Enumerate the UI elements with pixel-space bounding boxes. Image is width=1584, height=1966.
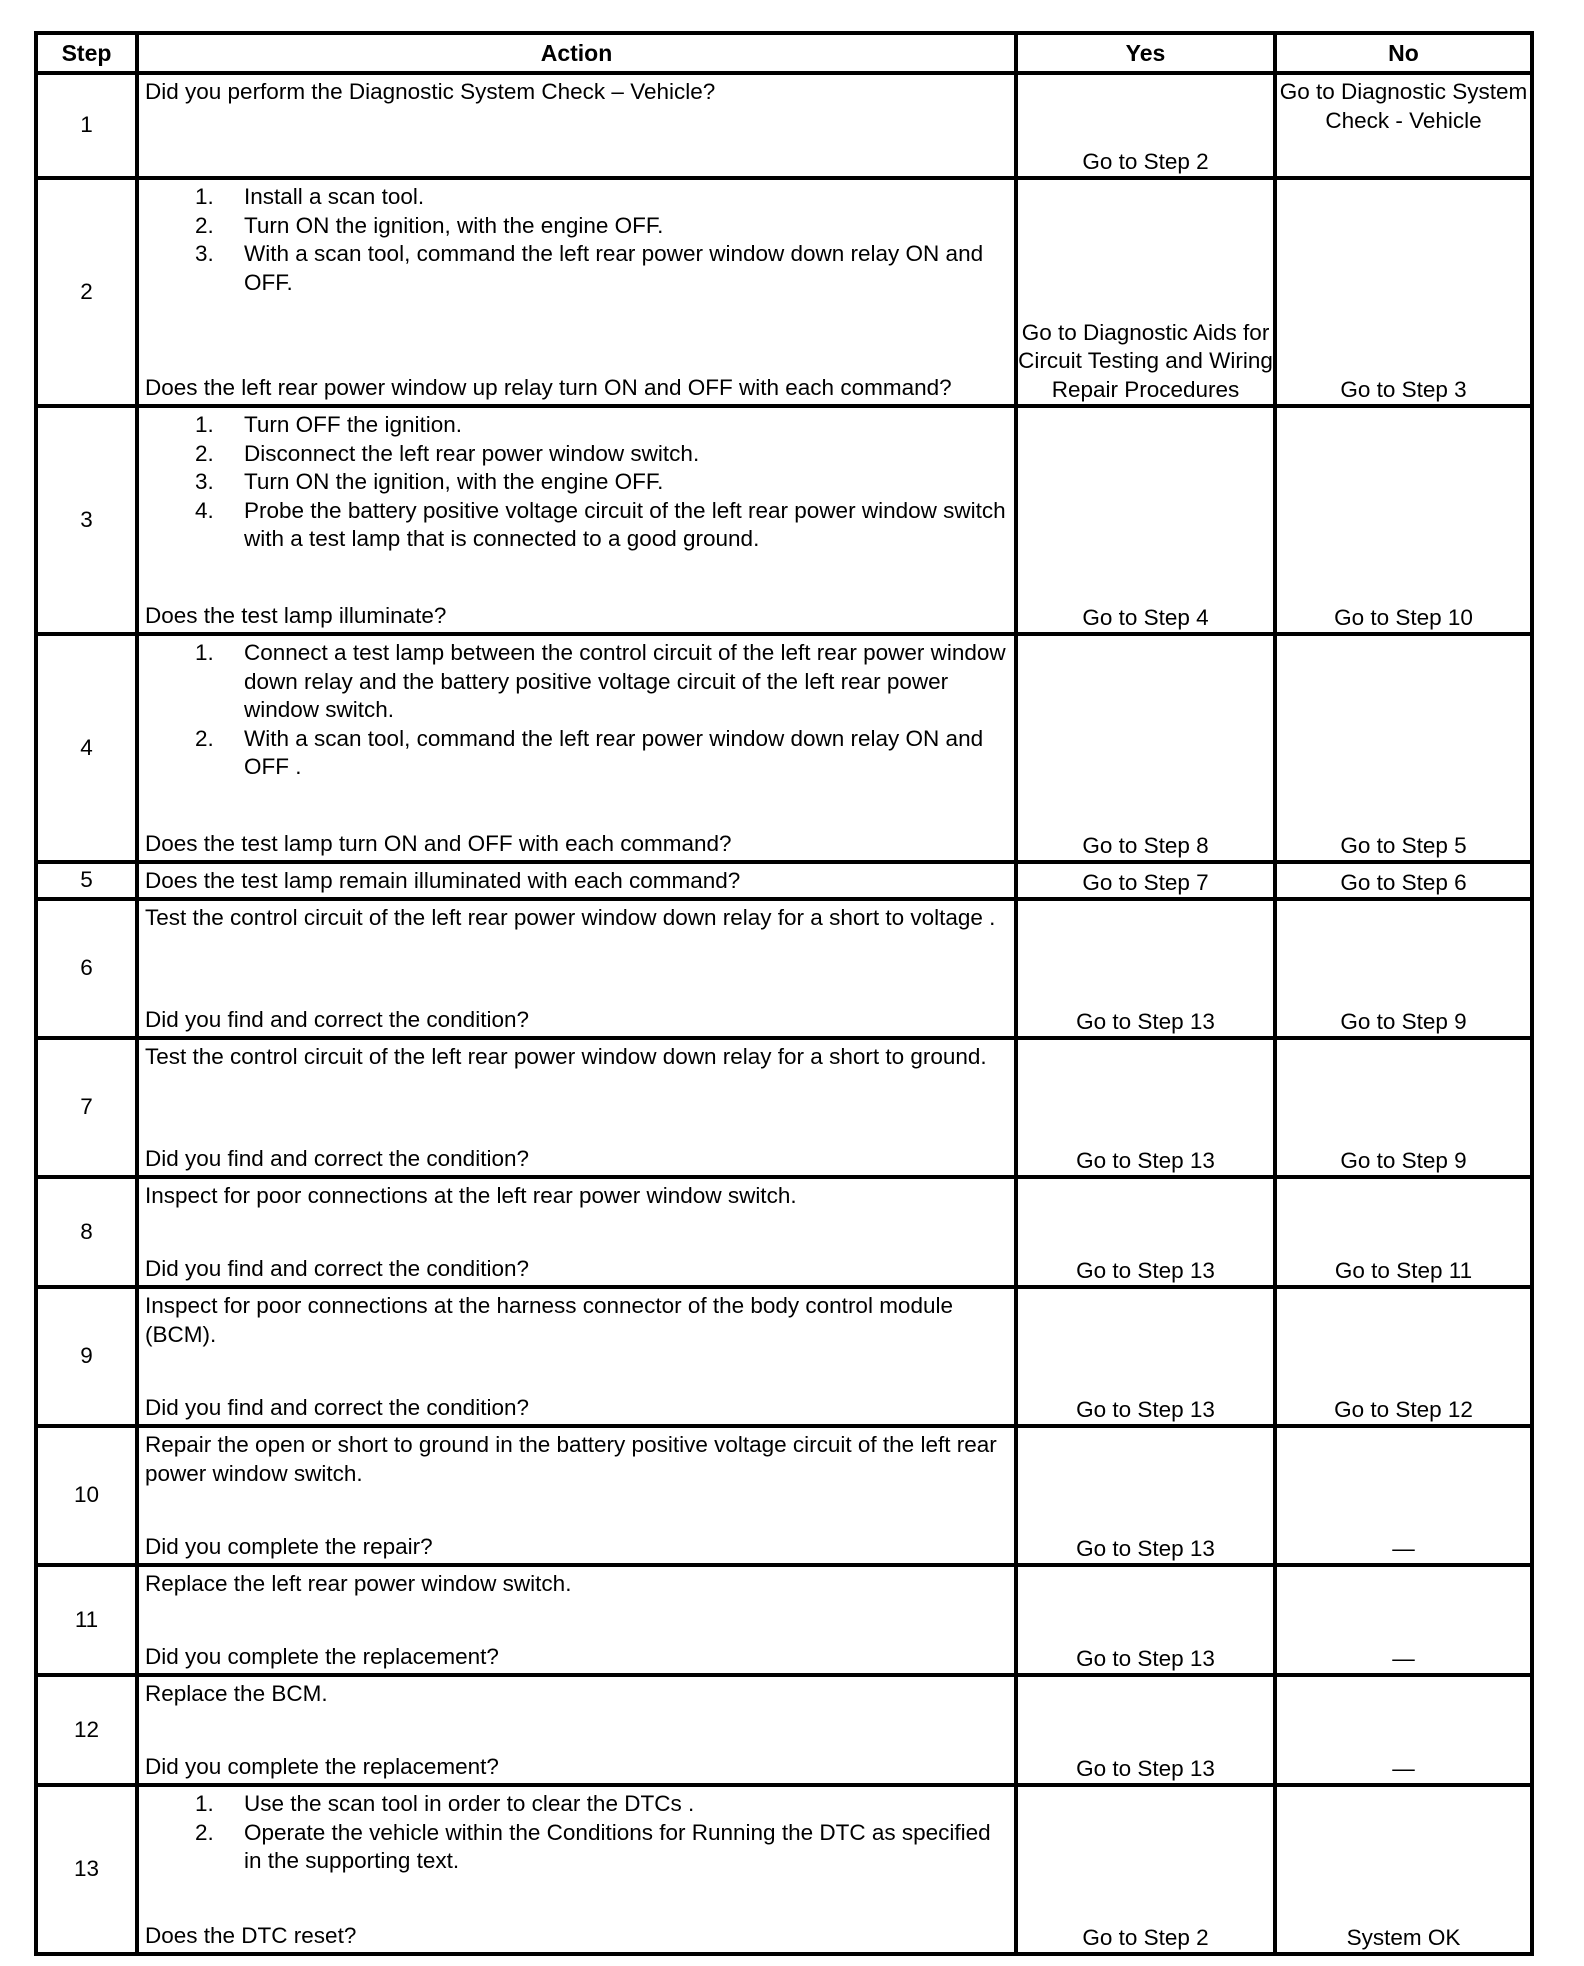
action-list	[145, 183, 1008, 297]
action-cell	[137, 406, 1016, 634]
step-number: 3	[36, 406, 137, 634]
table-row	[36, 1785, 1532, 1954]
action-text: Replace the BCM.	[145, 1681, 328, 1706]
list-item: 1. Turn OFF the ignition.	[195, 412, 463, 437]
no-cell: Go to Step 3	[1275, 178, 1532, 406]
action-question: Does the DTC reset?	[145, 1922, 357, 1948]
action-cell	[137, 1287, 1016, 1426]
step-number: 8	[36, 1177, 137, 1287]
no-cell: Go to Diagnostic System Check - Vehicle	[1275, 73, 1532, 178]
list-item: 2. Turn ON the ignition, with the engine OFF.	[195, 212, 664, 238]
yes-cell: Go to Diagnostic Aids for Circuit Testing and Wiring Repair Procedures	[1016, 178, 1275, 406]
list-item: 3. Turn ON the ignition, with the engine OFF.	[195, 469, 664, 494]
yes-cell: Go to Step 2	[1016, 73, 1275, 178]
action-cell	[137, 1177, 1016, 1287]
yes-cell: Go to Step 13	[1016, 1287, 1275, 1426]
action-cell	[137, 1565, 1016, 1675]
table-row	[36, 178, 1532, 406]
action-question: Does the test lamp illuminate?	[145, 602, 447, 628]
action-question: Did you complete the replacement?	[145, 1643, 499, 1669]
header-step: Step	[36, 33, 137, 73]
action-cell	[137, 1426, 1016, 1565]
table-row	[36, 1426, 1532, 1565]
step-number: 13	[36, 1785, 137, 1954]
header-row	[36, 33, 1532, 73]
step-number: 10	[36, 1426, 137, 1565]
table-row	[36, 899, 1532, 1038]
step-number: 2	[36, 178, 137, 406]
step-number: 7	[36, 1038, 137, 1177]
step-number: 9	[36, 1287, 137, 1426]
no-cell: Go to Step 12	[1275, 1287, 1532, 1426]
header-no: No	[1275, 33, 1532, 73]
table-row	[36, 862, 1532, 899]
header-yes: Yes	[1016, 33, 1275, 73]
list-item: 4. Probe the battery positive voltage circuit of the left rear power window switch with a test lamp that is connected to a good ground.	[195, 497, 1006, 551]
step-number: 11	[36, 1565, 137, 1675]
no-cell: Go to Step 6	[1275, 862, 1532, 899]
no-cell: Go to Step 5	[1275, 634, 1532, 862]
no-cell: Go to Step 10	[1275, 406, 1532, 634]
table-row	[36, 634, 1532, 862]
action-cell	[137, 862, 1016, 899]
yes-cell: Go to Step 8	[1016, 634, 1275, 862]
action-text: Replace the left rear power window switch.	[145, 1571, 572, 1596]
action-cell	[137, 1675, 1016, 1785]
yes-cell: Go to Step 13	[1016, 1177, 1275, 1287]
yes-cell: Go to Step 13	[1016, 1038, 1275, 1177]
diagnostic-table	[34, 31, 1534, 1956]
list-item: 2. Operate the vehicle within the Conditions for Running the DTC as specified in the supporting text.	[195, 1819, 991, 1873]
action-text: Inspect for poor connections at the harness connector of the body control module (BCM).	[145, 1293, 953, 1347]
no-cell: Go to Step 11	[1275, 1177, 1532, 1287]
action-list	[145, 1790, 1008, 1876]
action-cell	[137, 634, 1016, 862]
no-cell: —	[1275, 1426, 1532, 1565]
no-cell: —	[1275, 1675, 1532, 1785]
action-question: Does the left rear power window up relay turn ON and OFF with each command?	[145, 374, 952, 400]
list-item: 2. Disconnect the left rear power window switch.	[195, 440, 700, 466]
yes-cell: Go to Step 13	[1016, 1565, 1275, 1675]
step-number: 4	[36, 634, 137, 862]
list-item: 2. With a scan tool, command the left rear power window down relay ON and OFF .	[195, 725, 984, 779]
action-question: Does the test lamp remain illuminated with each command?	[145, 867, 741, 893]
step-number: 6	[36, 899, 137, 1038]
step-number: 12	[36, 1675, 137, 1785]
table-row	[36, 1675, 1532, 1785]
no-cell: Go to Step 9	[1275, 1038, 1532, 1177]
action-text: Test the control circuit of the left rear power window down relay for a short to voltage .	[145, 905, 996, 930]
action-question: Did you complete the replacement?	[145, 1753, 499, 1779]
header-action: Action	[137, 33, 1016, 73]
no-cell: System OK	[1275, 1785, 1532, 1954]
yes-cell: Go to Step 7	[1016, 862, 1275, 899]
action-cell	[137, 1038, 1016, 1177]
action-cell	[137, 73, 1016, 178]
list-item: 1. Connect a test lamp between the control circuit of the left rear power window down relay and the battery positive voltage circuit of the left rear power window switch.	[195, 640, 1006, 722]
action-cell	[137, 899, 1016, 1038]
action-text: Inspect for poor connections at the left rear power window switch.	[145, 1183, 797, 1208]
no-cell: Go to Step 9	[1275, 899, 1532, 1038]
action-question: Did you find and correct the condition?	[145, 1255, 529, 1281]
list-item: 1. Use the scan tool in order to clear the DTCs .	[195, 1791, 695, 1816]
action-cell	[137, 1785, 1016, 1954]
yes-cell: Go to Step 13	[1016, 1426, 1275, 1565]
action-text: Repair the open or short to ground in the battery positive voltage circuit of the left rear power window switch.	[145, 1432, 997, 1486]
action-question: Did you find and correct the condition?	[145, 1006, 529, 1032]
no-cell: —	[1275, 1565, 1532, 1675]
table-row	[36, 1038, 1532, 1177]
list-item: 1. Install a scan tool.	[195, 184, 425, 209]
table-row	[36, 1565, 1532, 1675]
table-row	[36, 1177, 1532, 1287]
action-question: Did you find and correct the condition?	[145, 1394, 529, 1420]
action-question: Did you complete the repair?	[145, 1533, 433, 1559]
yes-cell: Go to Step 13	[1016, 899, 1275, 1038]
yes-cell: Go to Step 13	[1016, 1675, 1275, 1785]
action-text: Did you perform the Diagnostic System Check – Vehicle?	[145, 79, 716, 104]
step-number: 5	[36, 862, 137, 899]
action-question: Does the test lamp turn ON and OFF with each command?	[145, 830, 732, 856]
action-question: Did you find and correct the condition?	[145, 1145, 529, 1171]
yes-cell: Go to Step 4	[1016, 406, 1275, 634]
action-cell	[137, 178, 1016, 406]
table-row	[36, 406, 1532, 634]
table-row	[36, 73, 1532, 178]
action-list	[145, 411, 1008, 554]
table-row	[36, 1287, 1532, 1426]
list-item: 3. With a scan tool, command the left rear power window down relay ON and OFF.	[195, 241, 984, 295]
yes-cell: Go to Step 2	[1016, 1785, 1275, 1954]
action-text: Test the control circuit of the left rear power window down relay for a short to ground.	[145, 1044, 987, 1069]
step-number: 1	[36, 73, 137, 178]
action-list	[145, 639, 1008, 782]
